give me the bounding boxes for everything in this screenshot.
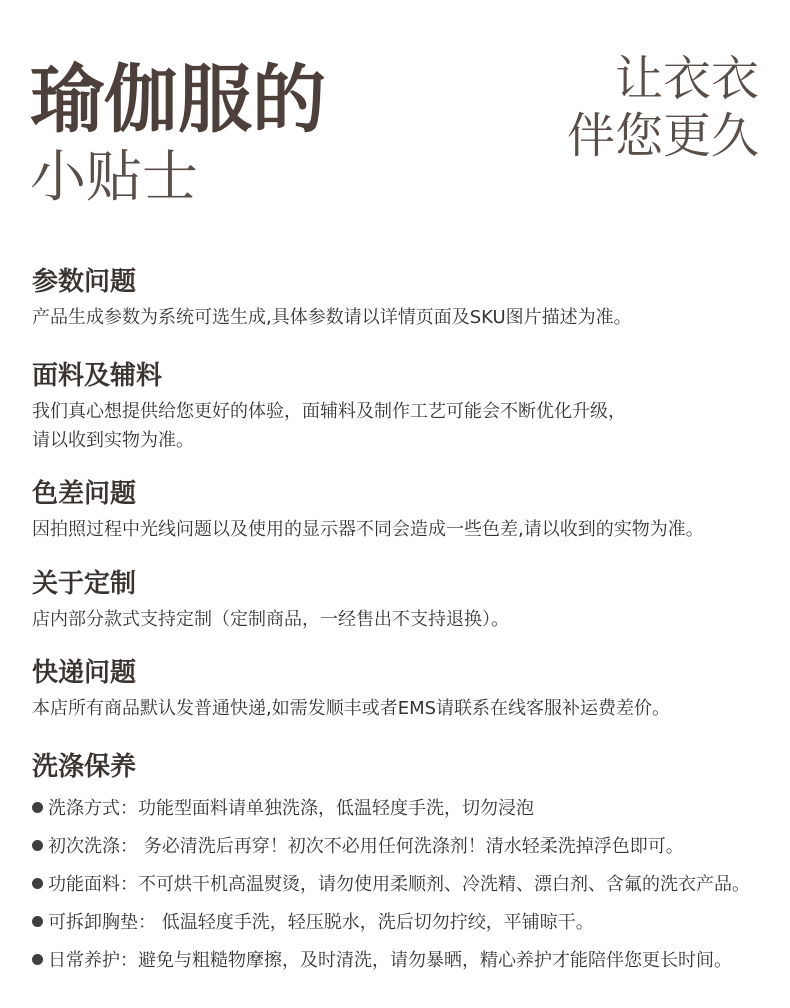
bullet-dot-icon <box>32 802 43 813</box>
section-heading: 参数问题 <box>32 267 137 297</box>
section-shipping <box>32 656 670 723</box>
bullet-dot-icon <box>32 916 43 927</box>
section-color-difference <box>32 477 704 544</box>
section-heading: 快递问题 <box>32 658 137 688</box>
slogan <box>567 51 759 165</box>
list-item <box>32 788 750 826</box>
title-sub: 小贴士 <box>30 145 198 210</box>
list-item <box>32 902 750 940</box>
care-item-text: 功能面料：不可烘干机高温熨烫，请勿使用柔顺剂、冷洗精、漂白剂、含氟的洗衣产品。 <box>48 874 750 895</box>
slogan-line-1: 让衣衣 <box>614 51 759 107</box>
section-heading: 洗涤保养 <box>32 752 137 782</box>
bullet-dot-icon <box>32 840 43 851</box>
section-customization <box>32 567 509 634</box>
bullet-dot-icon <box>32 954 43 965</box>
care-item-text: 日常养护：避免与粗糙物摩擦，及时清洗，请勿暴晒，精心养护才能陪伴您更长时间。 <box>48 950 732 971</box>
slogan-line-2: 伴您更久 <box>566 108 759 164</box>
bullet-dot-icon <box>32 878 43 889</box>
section-care <box>32 750 750 978</box>
section-text: 请以收到实物为准。 <box>32 430 194 451</box>
section-text: 产品生成参数为系统可选生成,具体参数请以详情页面及SKU图片描述为准。 <box>32 307 632 328</box>
section-text: 因拍照过程中光线问题以及使用的显示器不同会造成一些色差,请以收到的实物为准。 <box>32 519 704 540</box>
section-heading: 面料及辅料 <box>32 361 163 391</box>
list-item <box>32 826 750 864</box>
section-fabric <box>32 359 626 455</box>
title-main: 瑜伽服的 <box>30 57 326 143</box>
section-text: 我们真心想提供给您更好的体验，面辅料及制作工艺可能会不断优化升级， <box>32 401 626 422</box>
list-item <box>32 940 750 978</box>
care-item-text: 洗涤方式：功能型面料请单独洗涤，低温轻度手洗，切勿浸泡 <box>48 798 534 819</box>
list-item <box>32 864 750 902</box>
care-item-text: 初次洗涤： 务必清洗后再穿！初次不必用任何洗涤剂！清水轻柔洗掉浮色即可。 <box>48 836 684 857</box>
section-parameters <box>32 265 632 332</box>
care-list <box>32 788 750 978</box>
section-text: 本店所有商品默认发普通快递,如需发顺丰或者EMS请联系在线客服补运费差价。 <box>32 698 671 719</box>
section-heading: 色差问题 <box>32 479 137 509</box>
care-item-text: 可拆卸胸垫： 低温轻度手洗，轻压脱水，洗后切勿拧绞，平铺晾干。 <box>48 912 594 933</box>
section-text: 店内部分款式支持定制（定制商品，一经售出不支持退换）。 <box>32 609 509 630</box>
section-heading: 关于定制 <box>32 569 137 599</box>
